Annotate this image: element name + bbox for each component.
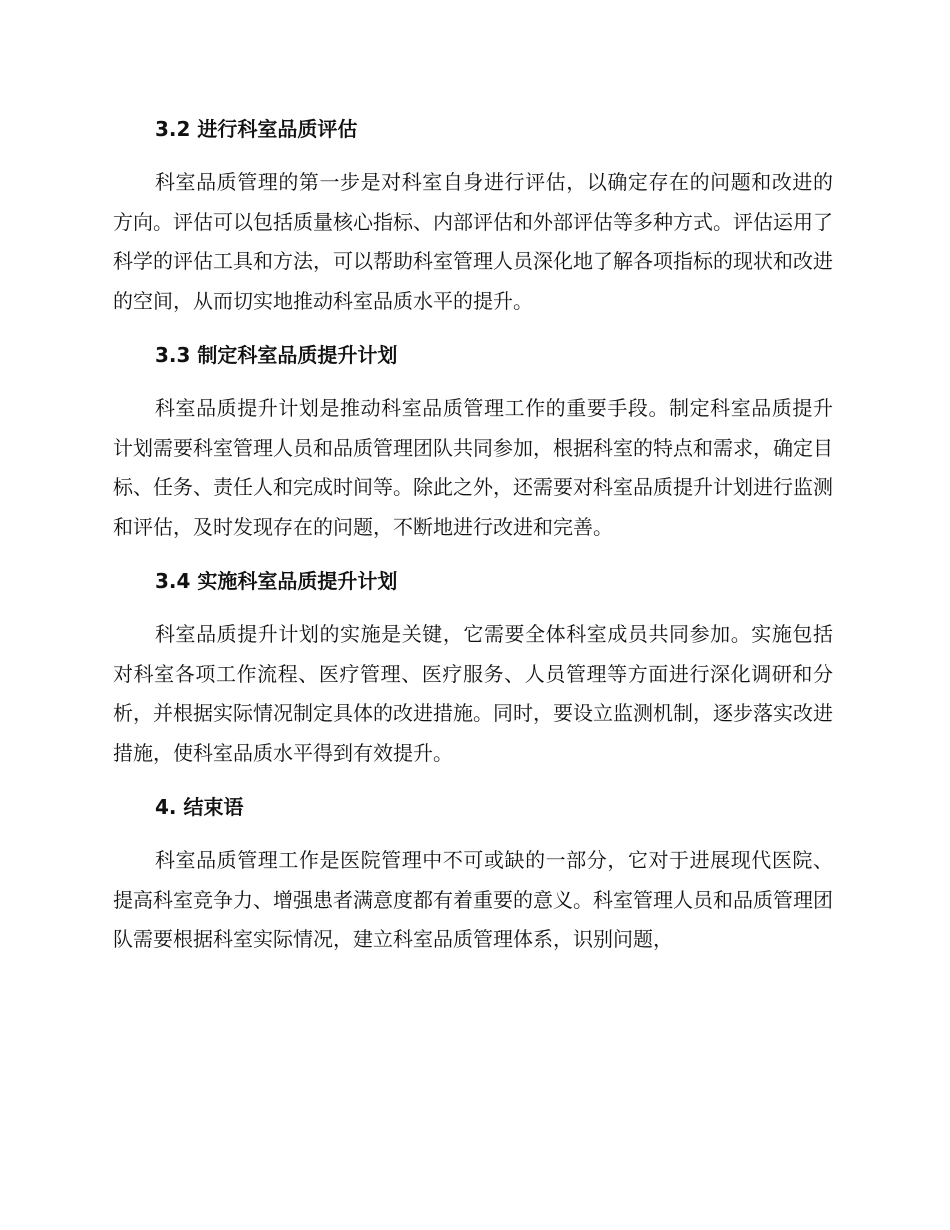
document-body [113,113,833,960]
section-paragraph-3-2: 科室品质管理的第一步是对科室自身进行评估，以确定存在的问题和改进的方向。评估可以包括质量核心指标、内部评估和外部评估等多种方式。评估运用了科学的评估工具和方法，可以帮助科室管理人员深化地了解各项指标的现状和改进的空间，从而切实地推动科室品质水平的提升。 [113,170,833,313]
section-heading-conclusion: 4. 结束语 [155,795,244,819]
section-paragraph-conclusion: 科室品质管理工作是医院管理中不可或缺的一部分，它对于进展现代医院、提高科室竞争力、增强患者满意度都有着重要的意义。科室管理人员和品质管理团队需要根据科室实际情况，建立科室品质管理体系，识别问题， [113,848,833,951]
section-paragraph-3-3: 科室品质提升计划是推动科室品质管理工作的重要手段。制定科室品质提升计划需要科室管理人员和品质管理团队共同参加，根据科室的特点和需求，确定目标、任务、责任人和完成时间等。除此之外，还需要对科室品质提升计划进行监测和评估，及时发现存在的问题，不断地进行改进和完善。 [113,396,833,539]
section-heading-3-3: 3.3 制定科室品质提升计划 [155,343,398,367]
section-heading-3-2: 3.2 进行科室品质评估 [155,117,358,141]
section-heading-3-4: 3.4 实施科室品质提升计划 [155,569,398,593]
section-paragraph-3-4: 科室品质提升计划的实施是关键，它需要全体科室成员共同参加。实施包括对科室各项工作流程、医疗管理、医疗服务、人员管理等方面进行深化调研和分析，并根据实际情况制定具体的改进措施。同时，要设立监测机制，逐步落实改进措施，使科室品质水平得到有效提升。 [113,622,833,765]
